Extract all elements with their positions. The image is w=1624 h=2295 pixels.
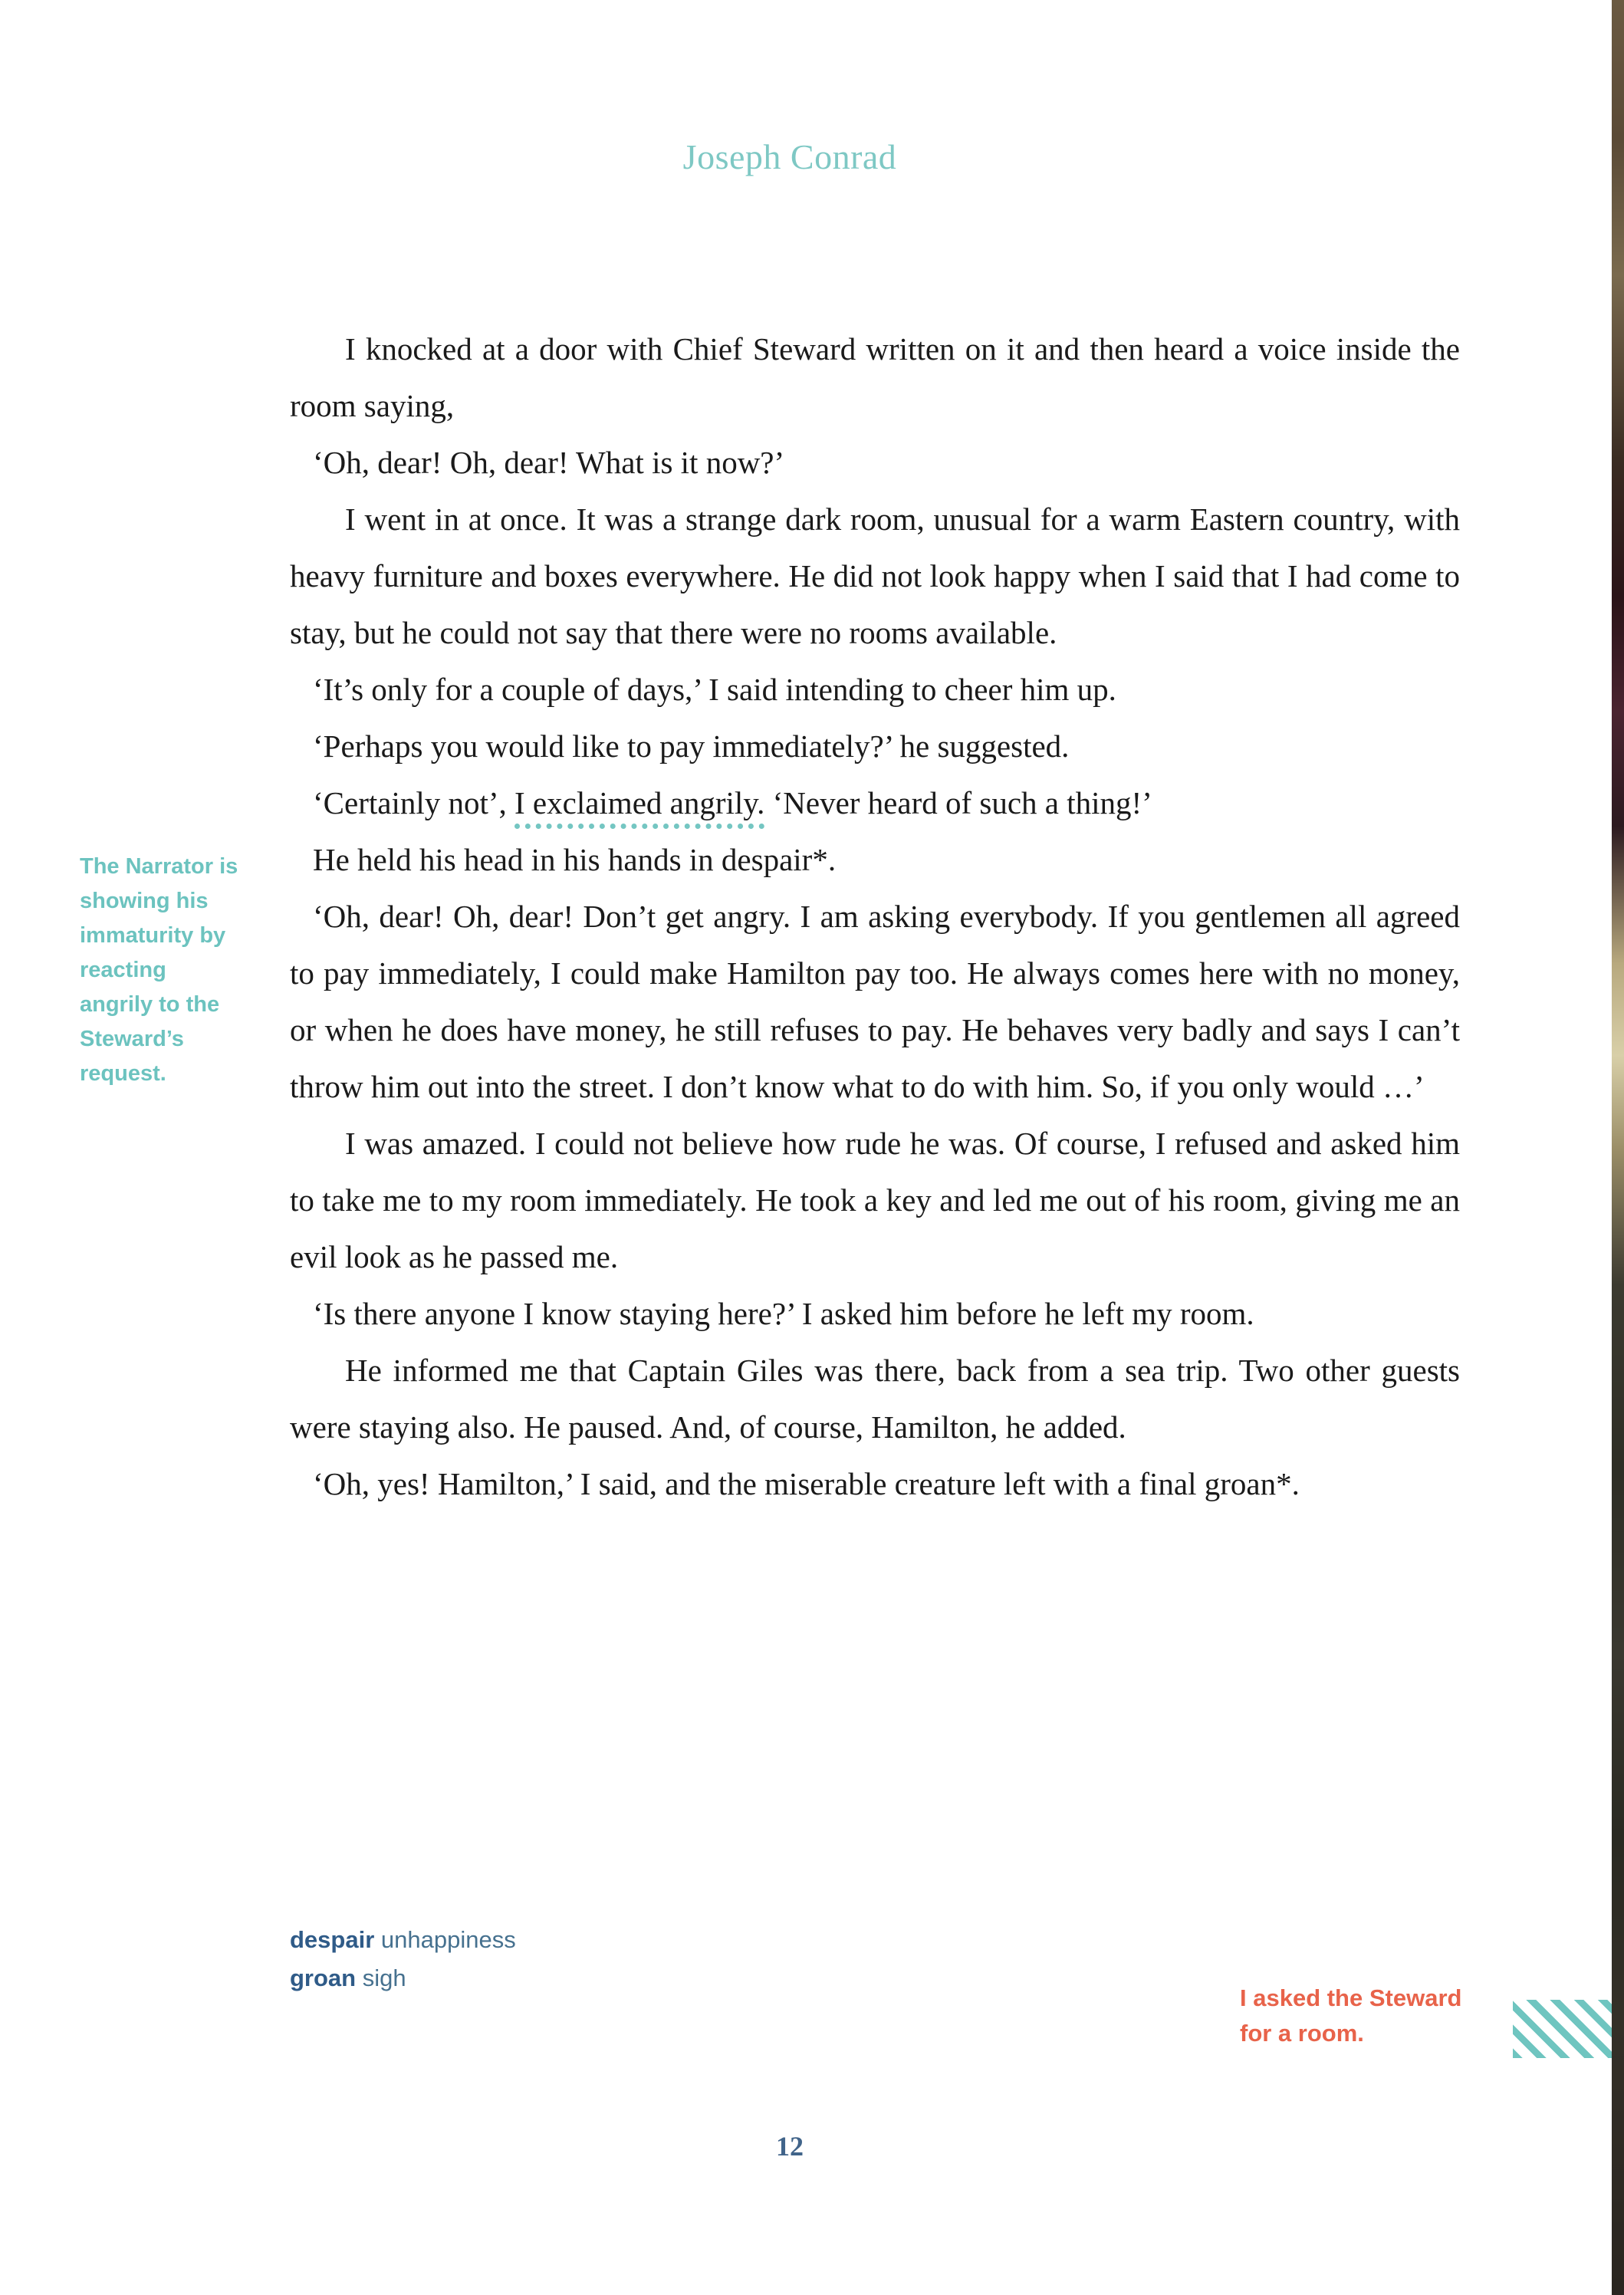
margin-note-annotation: The Narrator is showing his immaturity by reacting angrily to the Steward’s request. [80,854,238,1086]
glossary-entry [290,1959,516,1997]
glossary-term: despair [290,1926,375,1953]
paragraph-6-before: ‘Certainly not’, [313,785,515,820]
paragraph-9: I was amazed. I could not believe how rude he was. Of course, I refused and asked him to take me to my room immediately. He took a key and led me out of his room, giving me an evil look as he passed me. [290,1126,1460,1274]
paragraph-1: I knocked at a door with Chief Steward written on it and then heard a voice inside the room saying, [290,331,1460,423]
paragraph-2: ‘Oh, dear! Oh, dear! What is it now?’ [313,445,785,480]
paragraph-4: ‘It’s only for a couple of days,’ I said intending to cheer him up. [313,672,1116,707]
paragraph-12: ‘Oh, yes! Hamilton,’ I said, and the miserable creature left with a final groan*. [313,1466,1300,1501]
glossary-term: groan [290,1965,357,1991]
paragraph-6 [290,774,1460,831]
glossary-footnotes [290,1921,516,1997]
paragraph-3: I went in at once. It was a strange dark room, unusual for a warm Eastern country, with heavy furniture and boxes everywhere. He did not look happy when I said that I had come to stay, but he could not say that there were no rooms available. [290,501,1460,650]
paragraph-6-after: ‘Never heard of such a thing!’ [764,785,1152,820]
glossary-definition: sigh [362,1965,406,1991]
annotated-phrase: I exclaimed angrily. [514,785,764,829]
running-head-author: Joseph Conrad [682,137,897,176]
paragraph-11: He informed me that Captain Giles was there, back from a sea trip. Two other guests were staying also. He paused. And, of course, Hamilton, he added. [290,1353,1460,1445]
book-edge-strip [1612,0,1624,2295]
paragraph-5: ‘Perhaps you would like to pay immediately?’ he suggested. [313,728,1070,764]
glossary-definition: unhappiness [380,1926,516,1953]
paragraph-10: ‘Is there anyone I know staying here?’ I asked him before he left my room. [313,1296,1254,1331]
glossary-entry [290,1921,516,1959]
page-number: 12 [776,2131,804,2162]
paragraph-8: ‘Oh, dear! Oh, dear! Don’t get angry. I am asking everybody. If you gentlemen all agreed to pay immediately, I could make Hamilton pay too. He always comes here with no money, or when he does have money, he still refuses to pay. He behaves very badly and says I can’t throw him out into the street. I don’t know what to do with him. So, if you only would …’ [290,899,1460,1104]
illustration-caption: I asked the Steward for a room. [1240,1984,1462,2047]
body-text-column [290,321,1460,1512]
paragraph-7: He held his head in his hands in despair*. [313,842,837,877]
diagonal-stripes-decoration [1513,2000,1612,2058]
